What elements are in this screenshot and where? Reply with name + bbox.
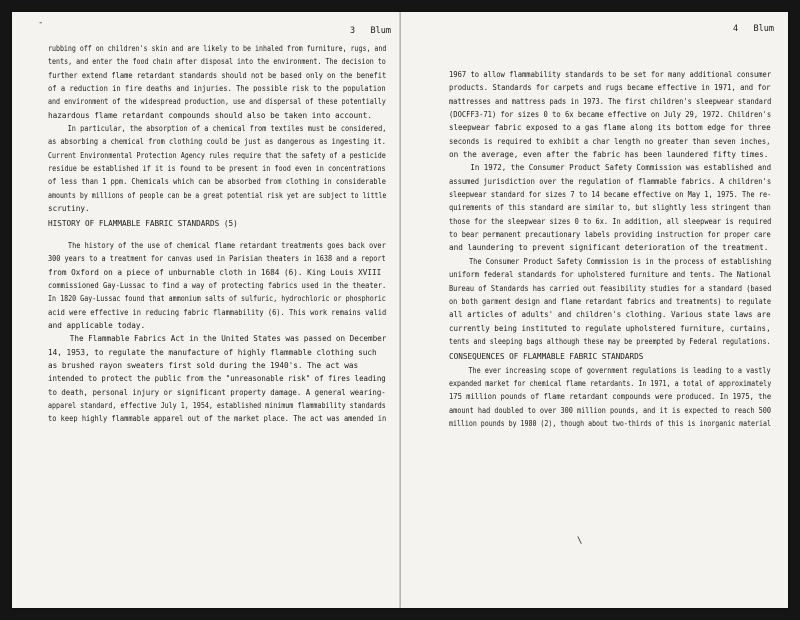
page-author: Blum (753, 24, 774, 34)
paragraph-gap (48, 231, 386, 239)
text-line: on the average, even after the fabric has been laundered fifty times. (449, 150, 769, 160)
page-number: 3 (350, 26, 356, 36)
text-line: scrutiny. (48, 204, 90, 214)
text-line: The history of the use of chemical flame retardant treatments goes back over (67, 240, 386, 250)
text-line: and laundering to prevent significant deterioration of the treatment. (449, 243, 769, 253)
text-line: 175 million pounds of flame retardant compounds were produced. In 1975, the (449, 392, 772, 402)
text-line: of less than 1 ppm. Chemicals which can be absorbed from clothing in considerable (48, 177, 386, 187)
section-heading: CONSEQUENCES OF FLAMMABLE FABRIC STANDARDS (449, 352, 644, 362)
document-page-3 (12, 12, 400, 608)
scan-speck: \ (577, 536, 583, 546)
text-line: as brushed rayon sweaters first sold during the 1940's. The act was (48, 360, 359, 370)
text-line: amounts by millions of people can be a great potential risk yet are subject to little (48, 190, 387, 200)
text-line: The Flammable Fabrics Act in the United States was passed on December (69, 334, 387, 344)
text-line: seconds is required to exhibit a char length no greater than seven inches, (449, 136, 771, 146)
page-header (733, 24, 774, 34)
text-line: further extend flame retardant standards should not be based only on the benefit (48, 70, 387, 80)
text-line: uniform federal standards for upholstered furniture and tents. The National (449, 270, 772, 280)
text-line: 1967 to allow flammability standards to be set for many additional consumer (449, 70, 772, 79)
page-body-text (449, 68, 771, 430)
document-page-4 (401, 12, 788, 608)
text-line: commissioned Gay-Lussac to find a way of protecting fabrics used in the theater. (48, 280, 387, 290)
text-line: In 1972, the Consumer Product Safety Commission was established and (470, 163, 772, 173)
text-line: apparel standard, effective July 1, 1954, established minimum flammability standards (48, 400, 386, 410)
page-body-text (48, 42, 386, 426)
text-line: sleepwear fabric exposed to a gas flame along its bottom edge for three (449, 123, 771, 133)
text-line: assumed jurisdiction over the regulation of flammable fabrics. A children's (449, 176, 772, 186)
page-number: 4 (733, 24, 739, 34)
text-line: (DOCFF3-71) for sizes 0 to 6x became effective on July 29, 1972. Children's (449, 110, 772, 120)
text-line: on both garment design and flame retardant fabrics and treatments) to regulate (449, 296, 772, 306)
text-line: In 1820 Gay-Lussac found that ammonium salts of sulfuric, hydrochloric or phosphoric (48, 294, 386, 304)
text-line: quirements of this standard are similar to, but slightly less stringent than (449, 203, 771, 213)
text-line: expanded market for chemical flame retardants. In 1971, a total of approximately (449, 378, 772, 388)
text-line: products. Standards for carpets and rugs became effective in 1971, and for (449, 83, 771, 93)
text-line: currently being instituted to regulate upholstered furniture, curtains, (449, 323, 771, 333)
text-line: as absorbing a chemical from clothing could be just as dangerous as ingesting it. (48, 137, 386, 147)
text-line: Current Environmental Protection Agency rules require that the safety of a pesticide (48, 150, 386, 160)
text-line: 300 years to a treatment for canvas used in Parisian theaters in 1638 and a report (48, 254, 386, 264)
page-header (350, 26, 391, 36)
text-line: intended to protect the public from the "unreasonable risk" of fires leading (48, 374, 386, 384)
text-line: and environment of the widespread production, use and dispersal of these potentially (48, 97, 386, 107)
text-line: and applicable today. (48, 320, 146, 330)
text-line: tents and sleeping bags although these may be preempted by Federal regulations. (449, 336, 771, 346)
text-line: Bureau of Standards has carried out feasibility studies for a standard (based (449, 283, 772, 293)
text-line: rubbing off on children's skin and are likely to be inhaled from furniture, rugs, and (48, 44, 387, 53)
text-line: acid were effective in reducing fabric flammability (6). This work remains valid (48, 307, 387, 317)
text-line: all articles of adults' and children's clothing. Various state laws are (449, 310, 771, 320)
text-line: tents, and enter the food chain after disposal into the environment. The decision to (48, 57, 386, 67)
text-line: In particular, the absorption of a chemical from textiles must be considered, (67, 124, 387, 134)
text-line: million pounds by 1980 (2), though about two-thirds of this is inorganic material (449, 418, 771, 428)
text-line: those for the sleepwear sizes 0 to 6x. In addition, all sleepwear is required (449, 216, 772, 226)
text-line: The Consumer Product Safety Commission is in the process of establishing (468, 256, 772, 266)
text-line: to death, personal injury or significant property damage. A general wearing- (48, 387, 386, 397)
text-line: mattresses and mattress pads in 1973. The first children's sleepwear standard (449, 96, 772, 106)
text-line: hazardous flame retardant compounds should also be taken into account. (48, 110, 372, 120)
text-line: sleepwear standard for sizes 7 to 14 became effective on May 1, 1975. The re- (449, 190, 772, 200)
text-line: of a reduction in fire deaths and injuries. The possible risk to the population (48, 84, 386, 94)
text-line: to bear permanent precautionary labels providing instruction for proper care (449, 230, 771, 240)
section-heading: HISTORY OF FLAMMABLE FABRIC STANDARDS (5) (48, 219, 238, 229)
text-line: residue be established if it is found to be present in food even in concentrations (48, 164, 386, 174)
scan-speck: - (38, 18, 44, 28)
text-line: to keep highly flammable apparel out of the market place. The act was amended in (48, 414, 387, 424)
text-line: from Oxford on a piece of unburnable cloth in 1684 (6). King Louis XVIII (48, 267, 382, 277)
text-line: 14, 1953, to regulate the manufacture of highly flammable clothing such (48, 347, 377, 357)
page-author: Blum (370, 26, 391, 36)
text-line: amount had doubled to over 300 million pounds, and it is expected to reach 500 (449, 405, 772, 415)
text-line: The ever increasing scope of government regulations is leading to a vastly (468, 365, 771, 375)
